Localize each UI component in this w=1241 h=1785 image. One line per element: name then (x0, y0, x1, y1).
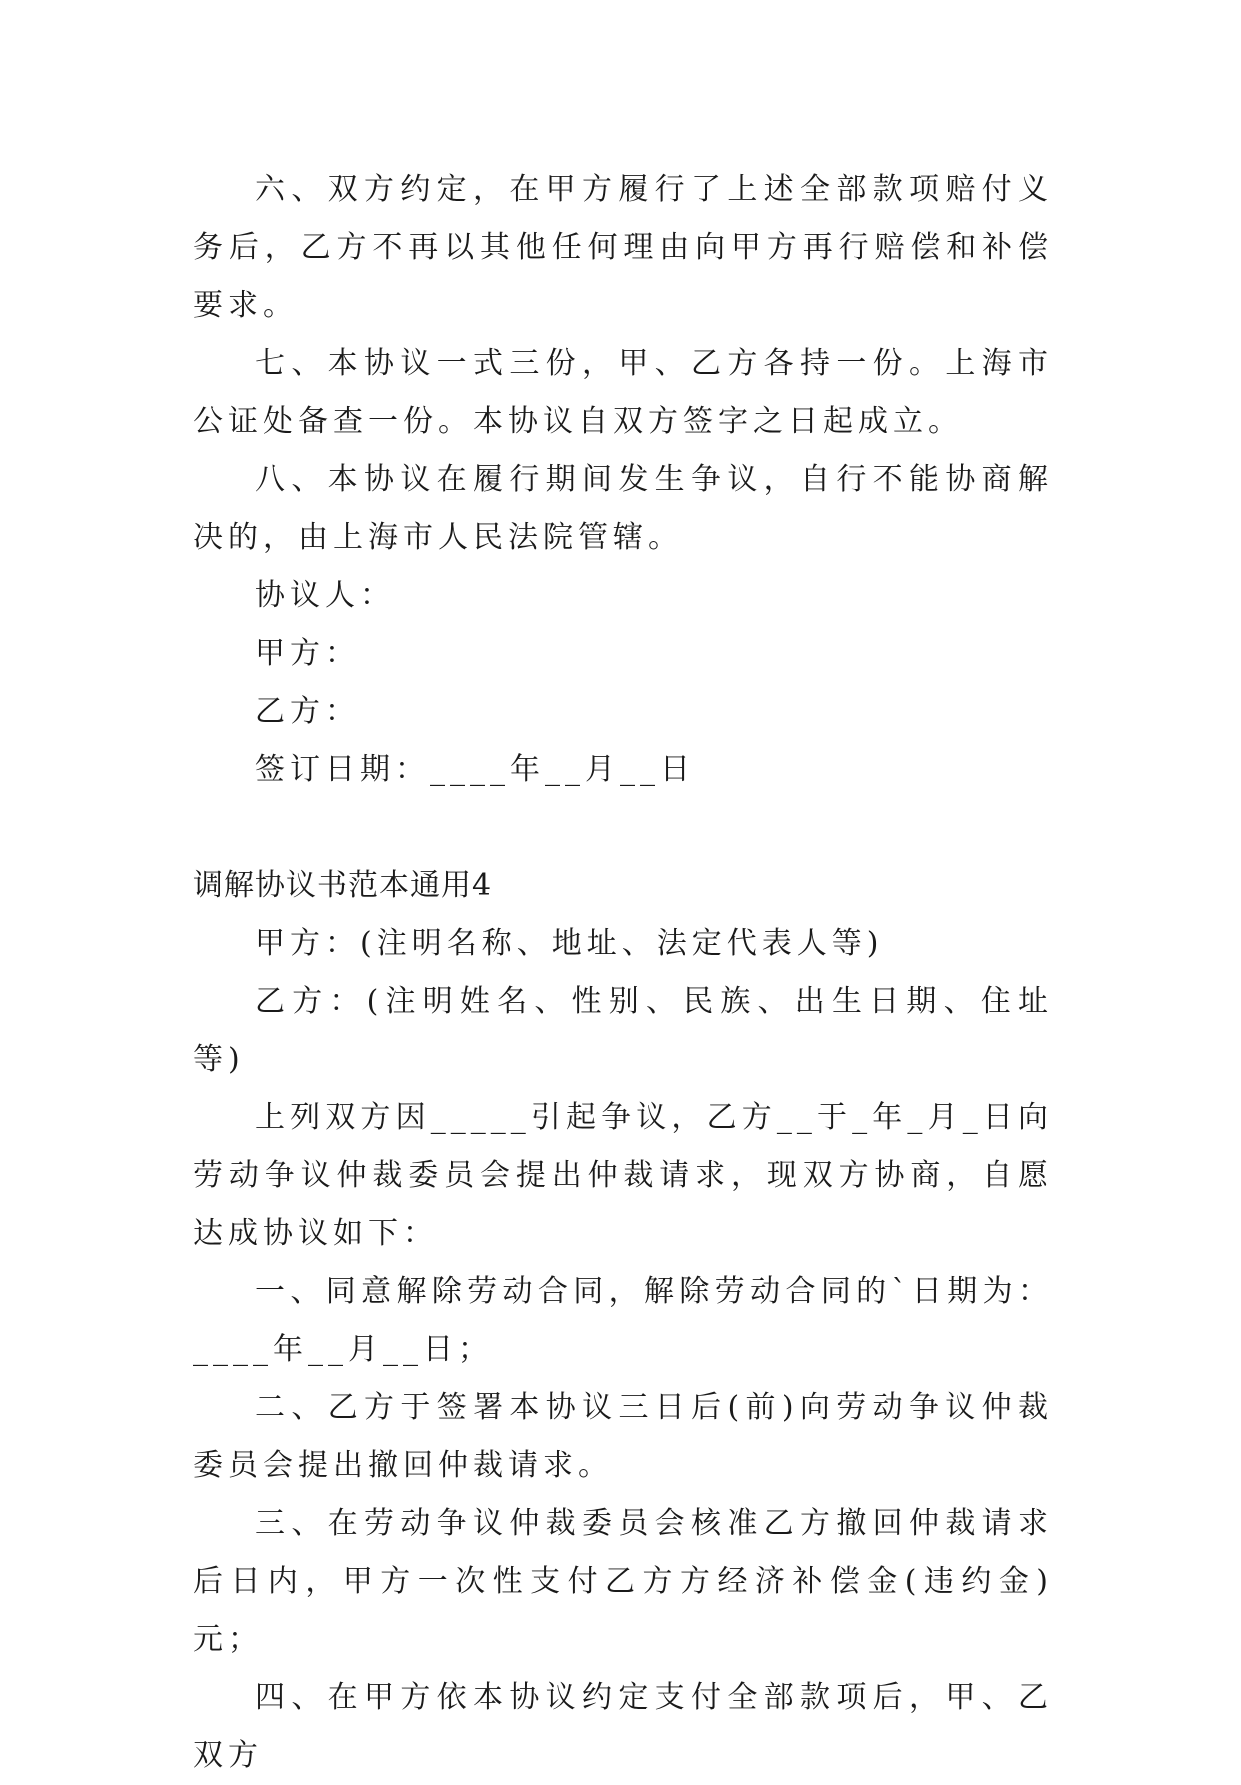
party-b-signature-label: 乙方： (255, 694, 360, 729)
section-spacer (193, 799, 1053, 857)
clause-two: 二、乙方于签署本协议三日后(前)向劳动争议仲裁委员会提出撤回仲裁请求。 (193, 1390, 1053, 1483)
signing-date-line: 签订日期：____年__月__日 (255, 752, 695, 787)
clause-three: 三、在劳动争议仲裁委员会核准乙方撤回仲裁请求后日内，甲方一次性支付乙方方经济补偿金(违约金)元； (193, 1506, 1053, 1657)
clause-seven: 七、本协议一式三份，甲、乙方各持一份。上海市公证处备查一份。本协议自双方签字之日起成立。 (193, 346, 1053, 439)
signatories-label: 协议人： (255, 578, 395, 613)
party-a-info: 甲方：(注明名称、地址、法定代表人等) (255, 926, 884, 961)
clause-six: 六、双方约定，在甲方履行了上述全部款项赔付义务后，乙方不再以其他任何理由向甲方再行赔偿和补偿要求。 (193, 172, 1053, 323)
party-a-signature-label: 甲方： (255, 636, 360, 671)
section-title: 调解协议书范本通用4 (193, 868, 493, 903)
clause-one: 一、同意解除劳动合同，解除劳动合同的`日期为：____年__月__日； (193, 1274, 1053, 1367)
clause-four: 四、在甲方依本协议约定支付全部款项后，甲、乙双方 (193, 1680, 1053, 1773)
document-body (193, 161, 1053, 1785)
party-b-info: 乙方：(注明姓名、性别、民族、出生日期、住址等) (193, 984, 1053, 1077)
clause-eight: 八、本协议在履行期间发生争议，自行不能协商解决的，由上海市人民法院管辖。 (193, 462, 1053, 555)
dispute-preamble: 上列双方因_____引起争议，乙方__于_年_月_日向劳动争议仲裁委员会提出仲裁请求，现双方协商，自愿达成协议如下： (193, 1100, 1053, 1251)
